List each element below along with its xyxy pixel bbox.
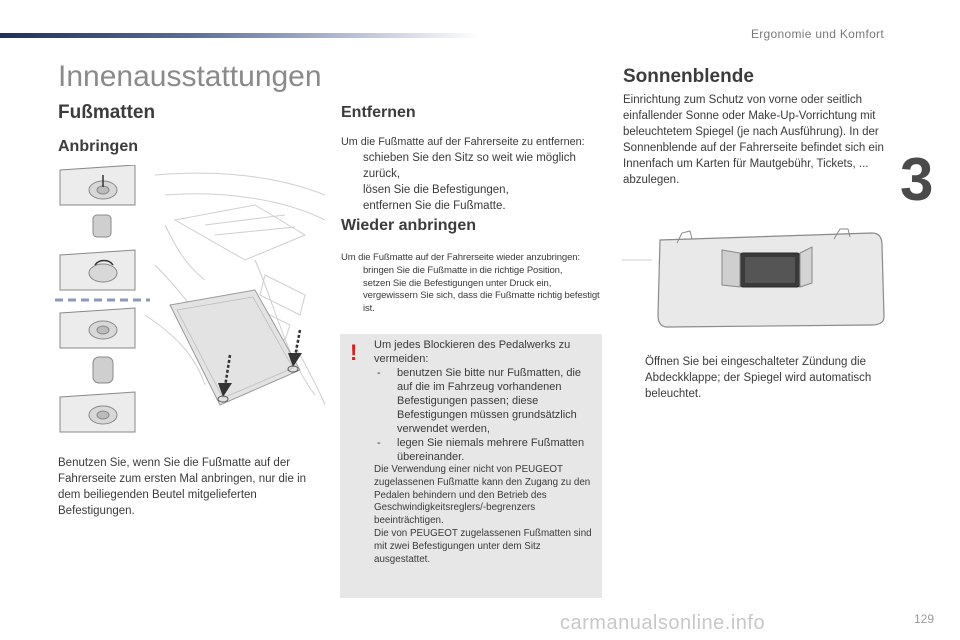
section-title: Ergonomie und Komfort (750, 27, 884, 41)
warning-icon: ! (350, 340, 358, 365)
refit-steps (341, 265, 603, 315)
warning-box (340, 334, 602, 598)
warning-note-2: Die von PEUGEOT zugelassenen Fußmatten sind mit zwei Befestigungen unter dem Sitz ausgestattet. (374, 527, 592, 565)
list-item: entfernen Sie die Fußmatte. (363, 200, 506, 212)
remove-intro: Um die Fußmatte auf der Fahrerseite zu entfernen: (341, 136, 585, 148)
list-item: lösen Sie die Befestigungen, (363, 184, 509, 196)
header-accent-bar (0, 33, 480, 38)
refit-heading: Wieder anbringen (341, 217, 476, 234)
dash-icon: - (377, 437, 381, 449)
sun-visor-paragraph: Einrichtung zum Schutz von vorne oder seitlich einfallender Sonne oder Make-Up-Vorrichtung mit beleuchtetem Spiegel (je nach Ausführung). In der Sonnenblende auf der Fahrerseite befindet sich ein Innenfach um Karten für Mautgebühr, Tickets, ... abzulegen. (623, 94, 884, 186)
page-number: 129 (914, 612, 935, 626)
fitting-heading: Anbringen (58, 138, 138, 155)
list-item: schieben Sie den Sitz so weit wie möglich zurück, (363, 152, 576, 180)
floor-mat-illustration (55, 165, 330, 445)
floor-mats-heading: Fußmatten (58, 102, 156, 123)
sun-visor-heading: Sonnenblende (623, 66, 754, 87)
warning-note-1: Die Verwendung einer nicht von PEUGEOT zugelassenen Fußmatte kann den Zugang zu den Pedalen behindern und den Betrieb des Geschwindigkeitsreglers/-begrenzers beeinträchtigen. (374, 464, 591, 527)
list-item: setzen Sie die Befestigungen unter Druck ein, (363, 277, 552, 289)
warning-intro: Um jedes Blockieren des Pedalwerks zu vermeiden: (374, 339, 571, 365)
sun-visor-steps (623, 354, 885, 402)
fitting-paragraph: Benutzen Sie, wenn Sie die Fußmatte auf der Fahrerseite zum ersten Mal anbringen, nur die in dem beiliegenden Beutel mitgelieferten Befestigungen. (58, 457, 307, 517)
remove-steps (341, 150, 603, 214)
page-title: Innenausstattungen (58, 60, 322, 93)
list-item: bringen Sie die Fußmatte in die richtige Position, (363, 265, 563, 276)
remove-heading: Entfernen (341, 104, 416, 121)
dash-icon: - (377, 367, 381, 379)
list-item: - legen Sie niemals mehrere Fußmatten übereinander. (377, 437, 585, 463)
list-item: vergewissern Sie sich, dass die Fußmatte richtig befestigt ist. (363, 290, 600, 314)
list-item: Öffnen Sie bei eingeschalteter Zündung die Abdeckklappe; der Spiegel wird automatisch beleuchtet. (645, 356, 872, 400)
sun-visor-illustration (622, 225, 887, 330)
chapter-number: 3 (900, 146, 934, 213)
list-item: - benutzen Sie bitte nur Fußmatten, die auf die im Fahrzeug vorhandenen Befestigungen passen; diese Befestigungen müssen grundsätzlich verwendet werden, (377, 367, 582, 435)
watermark: carmanualsonline.info (560, 612, 766, 634)
warning-text (374, 338, 596, 566)
refit-intro: Um die Fußmatte auf der Fahrerseite wieder anzubringen: (341, 252, 580, 263)
